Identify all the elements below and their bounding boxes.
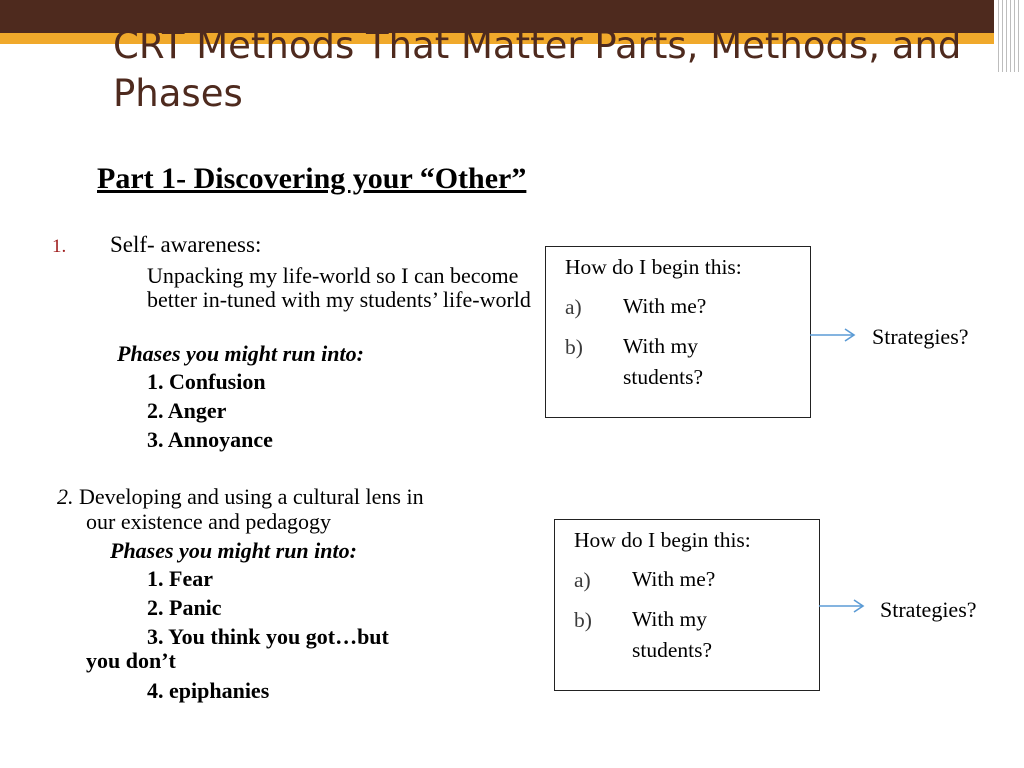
stripe-decoration: [994, 0, 1024, 72]
box2-option-b-label: b): [574, 608, 592, 632]
box2-option-a-text: With me?: [632, 567, 716, 591]
arrow-icon: [809, 325, 859, 345]
item2-label-line1: Developing and using a cultural lens in: [73, 484, 424, 509]
box1-option-a-text: With me?: [623, 294, 707, 318]
box1-option-b-text: With my students?: [623, 334, 704, 389]
item1-description: Unpacking my life-world so I can become better in-tuned with my students’ life-world: [147, 263, 531, 312]
item1-phase-2: 2. Anger: [147, 398, 227, 423]
box1-strategies-label: Strategies?: [872, 324, 969, 349]
question-box-1: [545, 246, 811, 418]
item1-phases-heading: Phases you might run into:: [117, 341, 364, 366]
question-box-2: [554, 519, 820, 691]
slide-title: CRT Methods That Matter Parts, Methods, and Phases: [113, 24, 962, 115]
box1-option-b-label: b): [565, 335, 583, 359]
item2-phase-3-continued: you don’t: [86, 648, 176, 673]
item1-number: 1.: [52, 236, 67, 257]
item2-phase-3: 3. You think you got…but: [147, 624, 389, 649]
box2-option-a-label: a): [574, 568, 591, 592]
box2-strategies-label: Strategies?: [880, 597, 977, 622]
item1-phase-3: 3. Annoyance: [147, 427, 273, 452]
box1-heading: How do I begin this:: [565, 255, 742, 279]
arrow-icon: [818, 596, 868, 616]
section-subtitle: Part 1- Discovering your “Other”: [97, 162, 527, 195]
item2-label: [57, 484, 547, 534]
box2-option-b-text: With my students?: [632, 607, 713, 662]
item2-phase-4: 4. epiphanies: [147, 678, 270, 703]
item1-label: Self- awareness:: [110, 232, 262, 257]
item2-number: 2.: [57, 484, 74, 509]
item2-phase-2: 2. Panic: [147, 595, 222, 620]
item2-phase-1: 1. Fear: [147, 566, 213, 591]
item1-phase-1: 1. Confusion: [147, 369, 266, 394]
item2-label-line2: our existence and pedagogy: [86, 509, 331, 534]
box2-heading: How do I begin this:: [574, 528, 751, 552]
box1-option-a-label: a): [565, 295, 582, 319]
item2-phases-heading: Phases you might run into:: [110, 538, 357, 563]
